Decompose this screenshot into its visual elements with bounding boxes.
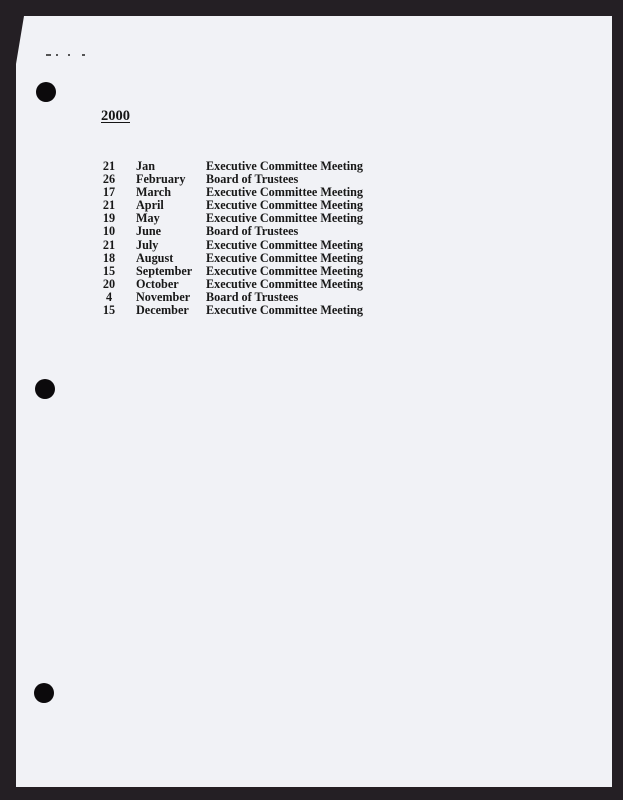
schedule-row [98,239,363,252]
meeting-event: Executive Committee Meeting [206,159,364,173]
meeting-day: 4 [105,289,113,304]
document-year-heading: 2000 [101,108,130,124]
document-page [16,16,612,787]
meeting-month: February [136,172,186,187]
schedule-row [98,304,363,317]
punch-hole-top [36,82,56,102]
meeting-schedule-table [98,160,363,317]
meeting-day: 15 [102,263,116,278]
schedule-row [98,252,363,265]
meeting-month: October [136,276,179,291]
meeting-event: Board of Trustees [206,224,299,239]
punch-hole-bottom [34,683,54,703]
meeting-schedule-body [98,160,363,317]
meeting-day: 17 [102,185,116,200]
meeting-event: Executive Committee Meeting [206,263,364,278]
meeting-month: Jan [136,159,155,173]
schedule-row [98,225,363,238]
meeting-event: Executive Committee Meeting [206,250,364,265]
schedule-row [98,265,363,278]
edge-marks [46,54,90,58]
meeting-event: Executive Committee Meeting [206,211,364,226]
meeting-month: July [136,237,159,252]
meeting-month: December [136,303,189,318]
meeting-day: 26 [102,172,116,187]
meeting-month: March [136,185,171,200]
meeting-day: 21 [102,237,116,252]
meeting-event: Executive Committee Meeting [206,185,364,200]
meeting-event: Executive Committee Meeting [206,237,364,252]
meeting-day: 20 [102,276,116,291]
schedule-row [98,278,363,291]
meeting-day: 18 [102,250,116,265]
meeting-event: Board of Trustees [206,172,299,187]
meeting-event: Executive Committee Meeting [206,198,364,213]
punch-hole-middle [35,379,55,399]
meeting-month: September [136,263,193,278]
meeting-event: Executive Committee Meeting [206,276,364,291]
meeting-event: Executive Committee Meeting [206,303,364,318]
meeting-day: 15 [102,303,116,318]
meeting-month: May [136,211,160,226]
meeting-day: 21 [102,198,116,213]
meeting-month: April [136,198,164,213]
meeting-day: 10 [102,224,116,239]
meeting-month: June [136,224,162,239]
meeting-day: 21 [102,159,116,173]
meeting-event: Board of Trustees [206,289,299,304]
meeting-month: August [136,250,174,265]
meeting-month: November [136,289,191,304]
meeting-day: 19 [102,211,116,226]
